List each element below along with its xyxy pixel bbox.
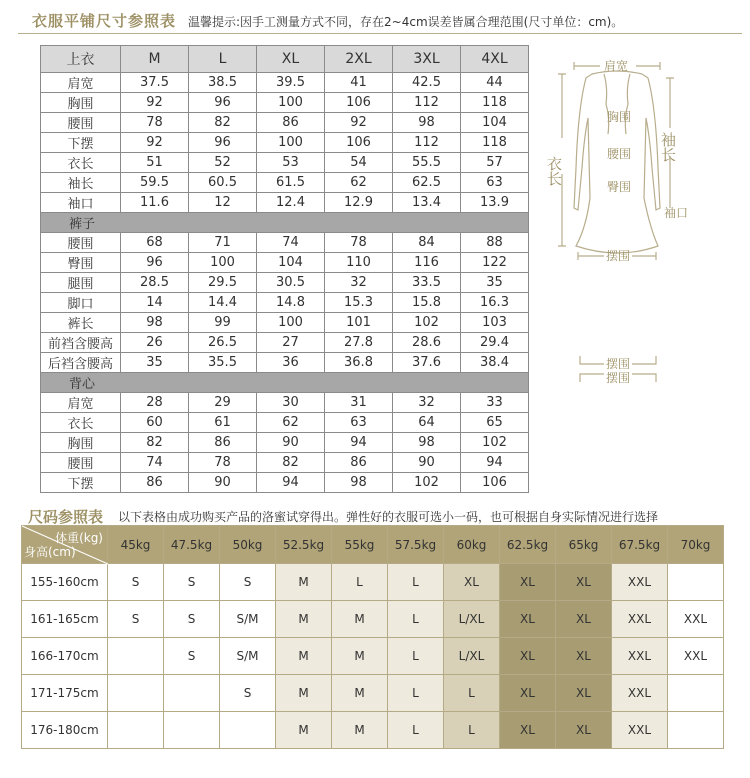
size-cell: 84 — [393, 233, 461, 253]
label-waist: 腰围 — [607, 147, 632, 161]
size-cell: 90 — [393, 453, 461, 473]
size-suggestion-cell: XL — [556, 712, 612, 749]
size-row-label: 肩宽 — [41, 73, 121, 93]
size-cell: 14.8 — [257, 293, 325, 313]
size-row — [41, 473, 529, 493]
size-suggestion-cell: XL — [556, 564, 612, 601]
size-cell: 82 — [121, 433, 189, 453]
size-cell: 35.5 — [189, 353, 257, 373]
weight-header-cell: 45kg — [108, 526, 164, 564]
size-cell: 12.9 — [325, 193, 393, 213]
size-suggestion-cell — [164, 712, 220, 749]
reference-header-row — [22, 526, 724, 564]
size-suggestion-cell: M — [332, 601, 388, 638]
size-suggestion-cell: M — [276, 638, 332, 675]
weight-header-cell: 60kg — [444, 526, 500, 564]
size-header-cell: 4XL — [461, 46, 529, 73]
garment-diagram — [545, 48, 702, 393]
size-cell: 100 — [257, 133, 325, 153]
size-suggestion-cell: M — [276, 675, 332, 712]
size-cell: 35 — [121, 353, 189, 373]
size-row-label: 臀围 — [41, 253, 121, 273]
size-cell: 62.5 — [393, 173, 461, 193]
size-row-label: 后裆含腰高 — [41, 353, 121, 373]
size-header-cell: L — [189, 46, 257, 73]
label-hem-3: 摆围 — [606, 371, 631, 385]
label-hem: 摆围 — [606, 249, 631, 263]
size-cell: 94 — [461, 453, 529, 473]
size-suggestion-cell: M — [332, 638, 388, 675]
reference-header — [18, 503, 742, 525]
size-suggestion-cell: XL — [556, 601, 612, 638]
size-suggestion-cell: L/XL — [444, 601, 500, 638]
size-cell: 78 — [189, 453, 257, 473]
size-row-label: 衣长 — [41, 153, 121, 173]
size-cell: 27 — [257, 333, 325, 353]
size-cell: 82 — [257, 453, 325, 473]
size-suggestion-cell: L — [388, 675, 444, 712]
size-cell: 44 — [461, 73, 529, 93]
size-suggestion-cell: L — [332, 564, 388, 601]
size-cell: 106 — [461, 473, 529, 493]
size-cell: 92 — [325, 113, 393, 133]
size-cell: 96 — [121, 253, 189, 273]
reference-row — [22, 601, 724, 638]
size-suggestion-cell: XL — [500, 712, 556, 749]
size-cell: 112 — [393, 93, 461, 113]
size-cell: 92 — [121, 133, 189, 153]
label-cuff: 袖口 — [664, 206, 689, 220]
size-cell: 33.5 — [393, 273, 461, 293]
size-cell: 26.5 — [189, 333, 257, 353]
size-cell: 28.6 — [393, 333, 461, 353]
size-cell: 27.8 — [325, 333, 393, 353]
size-cell: 78 — [325, 233, 393, 253]
size-cell: 98 — [325, 473, 393, 493]
size-cell: 78 — [121, 113, 189, 133]
size-suggestion-cell: S — [108, 601, 164, 638]
size-chart-note: 温馨提示:因手工测量方式不同，存在2~4cm误差皆属合理范围(尺寸单位：cm)。 — [188, 15, 624, 29]
corner-weight-label: 体重(kg) — [55, 531, 103, 545]
weight-header-cell: 67.5kg — [612, 526, 668, 564]
size-cell: 100 — [189, 253, 257, 273]
size-cell: 100 — [257, 313, 325, 333]
size-cell: 122 — [461, 253, 529, 273]
size-row-label: 脚口 — [41, 293, 121, 313]
size-row-label: 腰围 — [41, 233, 121, 253]
size-row-label: 袖长 — [41, 173, 121, 193]
size-suggestion-cell: XXL — [612, 712, 668, 749]
size-row — [41, 333, 529, 353]
size-cell: 57 — [461, 153, 529, 173]
label-chest: 胸围 — [607, 110, 632, 124]
size-cell: 30.5 — [257, 273, 325, 293]
size-cell: 60 — [121, 413, 189, 433]
size-row — [41, 313, 529, 333]
size-suggestion-cell: S — [220, 564, 276, 601]
size-suggestion-cell: M — [276, 601, 332, 638]
size-cell: 32 — [393, 393, 461, 413]
size-row-label: 前裆含腰高 — [41, 333, 121, 353]
size-cell: 102 — [393, 313, 461, 333]
size-cell: 98 — [393, 113, 461, 133]
size-cell: 62 — [257, 413, 325, 433]
size-suggestion-cell — [220, 712, 276, 749]
size-cell: 101 — [325, 313, 393, 333]
size-cell: 12 — [189, 193, 257, 213]
size-cell: 42.5 — [393, 73, 461, 93]
size-row — [41, 353, 529, 373]
label-hem-2: 摆围 — [606, 357, 631, 371]
size-cell: 31 — [325, 393, 393, 413]
size-cell: 102 — [461, 433, 529, 453]
size-suggestion-cell — [108, 675, 164, 712]
size-cell: 99 — [189, 313, 257, 333]
size-cell: 33 — [461, 393, 529, 413]
size-cell: 59.5 — [121, 173, 189, 193]
height-label: 161-165cm — [22, 601, 108, 638]
size-cell: 14.4 — [189, 293, 257, 313]
size-cell: 82 — [189, 113, 257, 133]
size-suggestion-cell: XXL — [668, 638, 724, 675]
size-cell: 104 — [257, 253, 325, 273]
size-suggestion-cell: L — [388, 564, 444, 601]
size-row — [41, 413, 529, 433]
size-cell: 106 — [325, 133, 393, 153]
size-suggestion-cell — [164, 675, 220, 712]
corner-height-label: 身高(cm) — [24, 545, 76, 559]
size-cell: 52 — [189, 153, 257, 173]
size-row-label: 腿围 — [41, 273, 121, 293]
size-cell: 28 — [121, 393, 189, 413]
size-row — [41, 193, 529, 213]
reference-row — [22, 564, 724, 601]
weight-header-cell: 65kg — [556, 526, 612, 564]
size-section-row — [41, 213, 529, 233]
size-cell: 64 — [393, 413, 461, 433]
size-cell: 86 — [189, 433, 257, 453]
size-chart-header — [18, 4, 742, 34]
reference-title: 尺码参照表 — [28, 508, 104, 526]
size-row — [41, 73, 529, 93]
size-cell: 86 — [325, 453, 393, 473]
size-row-label: 腰围 — [41, 453, 121, 473]
size-suggestion-cell: L — [444, 675, 500, 712]
size-cell: 88 — [461, 233, 529, 253]
garment-illustration — [545, 48, 702, 393]
size-cell: 100 — [257, 93, 325, 113]
size-cell: 51 — [121, 153, 189, 173]
size-cell: 68 — [121, 233, 189, 253]
size-cell: 41 — [325, 73, 393, 93]
size-section-label: 背心 — [41, 373, 529, 393]
size-suggestion-cell: XL — [556, 638, 612, 675]
size-cell: 12.4 — [257, 193, 325, 213]
size-cell: 29.5 — [189, 273, 257, 293]
weight-header-cell: 62.5kg — [500, 526, 556, 564]
size-cell: 29 — [189, 393, 257, 413]
size-cell: 94 — [257, 473, 325, 493]
size-row-label: 袖口 — [41, 193, 121, 213]
label-length: 衣长 — [545, 156, 563, 186]
size-suggestion-cell: S — [220, 675, 276, 712]
size-cell: 96 — [189, 133, 257, 153]
size-cell: 104 — [461, 113, 529, 133]
size-row — [41, 173, 529, 193]
size-suggestion-cell — [668, 675, 724, 712]
size-cell: 29.4 — [461, 333, 529, 353]
size-section-label: 裤子 — [41, 213, 529, 233]
weight-header-cell: 47.5kg — [164, 526, 220, 564]
size-suggestion-cell — [668, 564, 724, 601]
size-cell: 61.5 — [257, 173, 325, 193]
weight-header-cell: 52.5kg — [276, 526, 332, 564]
label-hip: 臀围 — [607, 180, 632, 194]
size-cell: 63 — [461, 173, 529, 193]
size-row — [41, 133, 529, 153]
size-suggestion-cell: XXL — [612, 564, 668, 601]
size-header-cell: 3XL — [393, 46, 461, 73]
size-cell: 106 — [325, 93, 393, 113]
size-suggestion-cell: S — [164, 638, 220, 675]
size-table-header — [41, 46, 529, 73]
size-row-label: 裤长 — [41, 313, 121, 333]
size-suggestion-cell: S — [164, 564, 220, 601]
size-suggestion-cell: S — [164, 601, 220, 638]
size-suggestion-cell: M — [276, 564, 332, 601]
size-cell: 71 — [189, 233, 257, 253]
size-cell: 13.9 — [461, 193, 529, 213]
size-cell: 38.4 — [461, 353, 529, 373]
size-cell: 35 — [461, 273, 529, 293]
weight-header-cell: 57.5kg — [388, 526, 444, 564]
height-label: 166-170cm — [22, 638, 108, 675]
size-cell: 26 — [121, 333, 189, 353]
size-cell: 92 — [121, 93, 189, 113]
size-row-label: 衣长 — [41, 413, 121, 433]
size-cell: 39.5 — [257, 73, 325, 93]
size-cell: 15.8 — [393, 293, 461, 313]
size-cell: 65 — [461, 413, 529, 433]
size-cell: 61 — [189, 413, 257, 433]
size-row — [41, 93, 529, 113]
corner-cell — [22, 526, 108, 564]
size-row — [41, 453, 529, 473]
reference-table — [21, 525, 724, 749]
size-suggestion-cell: M — [332, 712, 388, 749]
height-label: 155-160cm — [22, 564, 108, 601]
size-suggestion-cell: L — [444, 712, 500, 749]
size-cell: 36 — [257, 353, 325, 373]
reference-row — [22, 675, 724, 712]
size-cell: 74 — [257, 233, 325, 253]
weight-header-cell: 55kg — [332, 526, 388, 564]
size-chart-title: 衣服平铺尺寸参照表 — [32, 12, 177, 30]
size-cell: 62 — [325, 173, 393, 193]
size-suggestion-cell: S/M — [220, 601, 276, 638]
label-shoulder: 肩宽 — [604, 59, 629, 73]
height-label: 171-175cm — [22, 675, 108, 712]
size-cell: 28.5 — [121, 273, 189, 293]
size-suggestion-cell: M — [276, 712, 332, 749]
label-sleeve: 袖长 — [659, 132, 677, 162]
reference-note: 以下表格由成功购买产品的洛蜜试穿得出。弹性好的衣服可选小一码，也可根据自身实际情况进行选择 — [118, 510, 659, 524]
size-cell: 103 — [461, 313, 529, 333]
size-cell: 116 — [393, 253, 461, 273]
size-suggestion-cell: M — [332, 675, 388, 712]
size-suggestion-cell — [108, 712, 164, 749]
size-cell: 110 — [325, 253, 393, 273]
height-label: 176-180cm — [22, 712, 108, 749]
size-cell: 13.4 — [393, 193, 461, 213]
size-row — [41, 293, 529, 313]
size-suggestion-cell: XL — [500, 564, 556, 601]
size-suggestion-cell: XXL — [612, 675, 668, 712]
size-row — [41, 433, 529, 453]
size-suggestion-cell: L — [388, 601, 444, 638]
size-cell: 16.3 — [461, 293, 529, 313]
size-cell: 96 — [189, 93, 257, 113]
size-cell: 118 — [461, 93, 529, 113]
size-cell: 63 — [325, 413, 393, 433]
size-cell: 37.5 — [121, 73, 189, 93]
weight-header-cell: 70kg — [668, 526, 724, 564]
size-suggestion-cell — [108, 638, 164, 675]
size-section-row — [41, 373, 529, 393]
size-row-label: 下摆 — [41, 133, 121, 153]
size-row-label: 肩宽 — [41, 393, 121, 413]
size-cell: 118 — [461, 133, 529, 153]
size-row — [41, 153, 529, 173]
size-header-cell: 上衣 — [41, 46, 121, 73]
size-suggestion-cell: XXL — [668, 601, 724, 638]
size-suggestion-cell: XL — [500, 638, 556, 675]
size-row-label: 胸围 — [41, 93, 121, 113]
size-cell: 60.5 — [189, 173, 257, 193]
size-cell: 90 — [189, 473, 257, 493]
size-row-label: 腰围 — [41, 113, 121, 133]
reference-row — [22, 712, 724, 749]
size-row-label: 胸围 — [41, 433, 121, 453]
size-cell: 32 — [325, 273, 393, 293]
size-suggestion-cell: XXL — [612, 601, 668, 638]
size-table — [40, 45, 529, 493]
size-header-cell: 2XL — [325, 46, 393, 73]
size-cell: 98 — [393, 433, 461, 453]
size-cell: 90 — [257, 433, 325, 453]
size-cell: 54 — [325, 153, 393, 173]
size-row — [41, 393, 529, 413]
size-suggestion-cell — [668, 712, 724, 749]
size-cell: 11.6 — [121, 193, 189, 213]
size-cell: 98 — [121, 313, 189, 333]
size-suggestion-cell: S/M — [220, 638, 276, 675]
size-cell: 36.8 — [325, 353, 393, 373]
weight-header-cell: 50kg — [220, 526, 276, 564]
size-cell: 14 — [121, 293, 189, 313]
size-cell: 112 — [393, 133, 461, 153]
size-cell: 86 — [257, 113, 325, 133]
size-cell: 102 — [393, 473, 461, 493]
size-suggestion-cell: XL — [444, 564, 500, 601]
size-header-cell: M — [121, 46, 189, 73]
size-suggestion-cell: XL — [500, 601, 556, 638]
size-row — [41, 233, 529, 253]
size-suggestion-cell: XL — [500, 675, 556, 712]
size-cell: 94 — [325, 433, 393, 453]
size-cell: 74 — [121, 453, 189, 473]
size-suggestion-cell: S — [108, 564, 164, 601]
size-cell: 53 — [257, 153, 325, 173]
size-cell: 30 — [257, 393, 325, 413]
size-suggestion-cell: L — [388, 638, 444, 675]
size-suggestion-cell: L/XL — [444, 638, 500, 675]
size-cell: 38.5 — [189, 73, 257, 93]
reference-row — [22, 638, 724, 675]
size-row — [41, 113, 529, 133]
size-row — [41, 273, 529, 293]
size-cell: 86 — [121, 473, 189, 493]
size-suggestion-cell: XXL — [612, 638, 668, 675]
size-cell: 15.3 — [325, 293, 393, 313]
size-row-label: 下摆 — [41, 473, 121, 493]
size-suggestion-cell: XL — [556, 675, 612, 712]
size-cell: 55.5 — [393, 153, 461, 173]
size-row — [41, 253, 529, 273]
size-header-cell: XL — [257, 46, 325, 73]
size-cell: 37.6 — [393, 353, 461, 373]
size-suggestion-cell: L — [388, 712, 444, 749]
